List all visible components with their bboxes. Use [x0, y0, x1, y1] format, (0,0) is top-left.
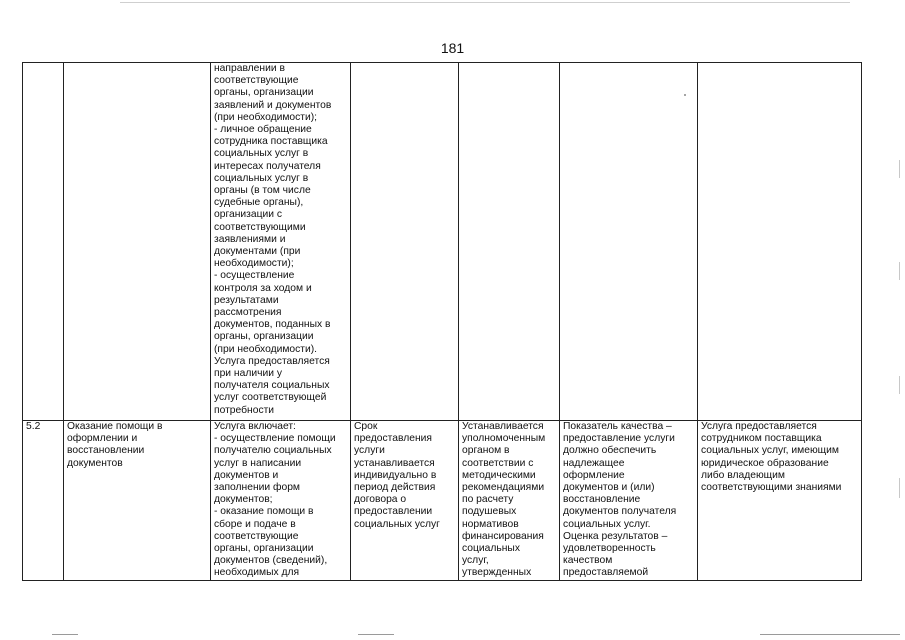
cell-text-line: утвержденных: [462, 567, 532, 579]
cell-quality: [560, 421, 698, 581]
cell-text-line: оформлении и: [67, 433, 138, 445]
cell-text-line: органы (в том числе: [214, 185, 311, 197]
cell-text-line: социальных услуг.: [563, 518, 651, 530]
cell-text-line: Услуга включает:: [214, 421, 296, 432]
cell-text-line: Срок: [354, 421, 378, 432]
cell-text-line: сотрудника поставщика: [214, 136, 328, 148]
cell-text-line: организации с: [214, 209, 283, 221]
cell-text-line: должно обеспечить: [563, 445, 657, 457]
scan-edge-mark: [899, 262, 900, 280]
cell-text-line: потребности: [214, 404, 275, 416]
cell-text-line: органом в: [462, 445, 510, 457]
cell-text-line: (при необходимости);: [214, 111, 318, 123]
cell-text-line: подушевых: [462, 506, 517, 518]
cell-norm: [459, 421, 560, 581]
cell-num: 5.2: [23, 421, 64, 581]
cell-text-line: документов;: [214, 494, 273, 506]
cell-term: [351, 421, 459, 581]
cell-text-line: необходимых для: [214, 567, 300, 579]
cell-text-line: Услуга предоставляется: [701, 421, 817, 432]
cell-text-line: по расчету: [462, 494, 514, 506]
cell-text-line: направлении в: [214, 63, 285, 74]
cell-text-line: органы, организации: [214, 331, 314, 343]
cell-text-line: рассмотрения: [214, 307, 282, 319]
cell-text-line: социальных услуг, имеющим: [701, 445, 839, 457]
cell-text-line: соответствии с: [462, 457, 534, 469]
cell-text-line: сотрудником поставщика: [701, 433, 822, 445]
cell-text-line: необходимости);: [214, 258, 294, 270]
cell-text-line: при наличии у: [214, 368, 282, 380]
cell-text-line: Оказание помощи в: [67, 421, 163, 432]
scan-edge-mark: [899, 478, 900, 498]
cell-text-line: уполномоченным: [462, 433, 546, 445]
scan-speck: [684, 94, 686, 96]
cell-text-line: либо владеющим: [701, 469, 785, 481]
cell-text-line: услуг соответствующей: [214, 392, 327, 404]
scan-bottom-mark: [358, 634, 394, 635]
cell-text-line: документов и (или): [563, 482, 655, 494]
cell-text-line: сборе и подаче в: [214, 518, 296, 530]
cell-text-line: - осуществление помощи: [214, 433, 336, 445]
cell-quality: [560, 63, 698, 421]
cell-content: [211, 63, 351, 421]
cell-text-line: предоставление услуги: [563, 433, 675, 445]
cell-text-line: индивидуально в: [354, 469, 437, 481]
cell-text-line: Устанавливается: [462, 421, 544, 432]
cell-text-line: услуг,: [462, 555, 489, 567]
scan-edge-mark: [899, 376, 900, 394]
cell-text-line: Оценка результатов –: [563, 530, 668, 542]
cell-text-line: - осуществление: [214, 270, 295, 282]
cell-text-line: услуг в написании: [214, 457, 302, 469]
cell-text-line: - личное обращение: [214, 124, 312, 136]
services-table: [22, 62, 862, 581]
cell-text-line: период действия: [354, 482, 436, 494]
cell-text-line: предоставляемой: [563, 567, 649, 579]
cell-name: [64, 421, 211, 581]
cell-norm: [459, 63, 560, 421]
cell-text-line: судебные органы),: [214, 197, 304, 209]
cell-content: [211, 421, 351, 581]
cell-text-line: документов, поданных в: [214, 319, 331, 331]
cell-text-line: восстановление: [563, 494, 641, 506]
cell-text-line: надлежащее: [563, 457, 625, 469]
cell-text-line: договора о: [354, 494, 407, 506]
cell-text-line: качеством: [563, 555, 613, 567]
cell-text-line: восстановлении: [67, 445, 145, 457]
cell-text-line: рекомендациями: [462, 482, 545, 494]
scan-bottom-mark: [760, 634, 900, 635]
cell-text-line: финансирования: [462, 530, 544, 542]
cell-text-line: (при необходимости).: [214, 343, 318, 355]
cell-text-line: документов (сведений),: [214, 555, 328, 567]
cell-text-line: предоставления: [354, 433, 432, 445]
table-row-continued: [23, 63, 862, 421]
cell-text-line: документов: [67, 457, 123, 469]
cell-text-line: юридическое образование: [701, 457, 829, 469]
cell-text-line: социальных услуг: [354, 518, 440, 530]
cell-text-line: - оказание помощи в: [214, 506, 314, 518]
cell-text-line: социальных: [462, 543, 520, 555]
cell-num: [23, 63, 64, 421]
cell-text-line: методическими: [462, 469, 536, 481]
cell-text-line: заявлениями и: [214, 233, 286, 245]
cell-text-line: документами (при: [214, 246, 301, 258]
cell-text-line: контроля за ходом и: [214, 282, 312, 294]
cell-text-line: социальных услуг в: [214, 172, 309, 184]
page-number: 181: [440, 40, 465, 56]
scan-top-line: [120, 2, 850, 3]
cell-text-line: заявлений и документов: [214, 99, 332, 111]
cell-text-line: результатами: [214, 294, 279, 306]
cell-text-line: получателя социальных: [214, 380, 330, 392]
cell-text-line: органы, организации: [214, 543, 314, 555]
cell-text-line: документов получателя: [563, 506, 677, 518]
cell-text-line: органы, организации: [214, 87, 314, 99]
cell-conditions: [698, 421, 862, 581]
table-row-5-2: [23, 421, 862, 581]
cell-text-line: оформление: [563, 469, 625, 481]
scan-edge-mark: [899, 160, 900, 178]
cell-text-line: устанавливается: [354, 457, 435, 469]
cell-text-line: социальных услуг в: [214, 148, 309, 160]
cell-text-line: соответствующие: [214, 530, 299, 542]
cell-text-line: услуги: [354, 445, 385, 457]
cell-name: [64, 63, 211, 421]
cell-text-line: предоставлении: [354, 506, 433, 518]
cell-text-line: документов и: [214, 469, 279, 481]
cell-text-line: соответствующими: [214, 221, 306, 233]
cell-text-line: интересах получателя: [214, 160, 321, 172]
cell-term: [351, 63, 459, 421]
cell-text-line: Услуга предоставляется: [214, 355, 330, 367]
cell-text-line: соответствующие: [214, 75, 299, 87]
cell-text-line: получателю социальных: [214, 445, 332, 457]
cell-conditions: [698, 63, 862, 421]
cell-text-line: заполнении форм: [214, 482, 301, 494]
cell-text-line: удовлетворенность: [563, 543, 656, 555]
cell-text-line: соответствующими знаниями: [701, 482, 842, 494]
cell-text-line: нормативов: [462, 518, 519, 530]
cell-text-line: Показатель качества –: [563, 421, 672, 432]
scan-bottom-mark: [52, 634, 78, 635]
